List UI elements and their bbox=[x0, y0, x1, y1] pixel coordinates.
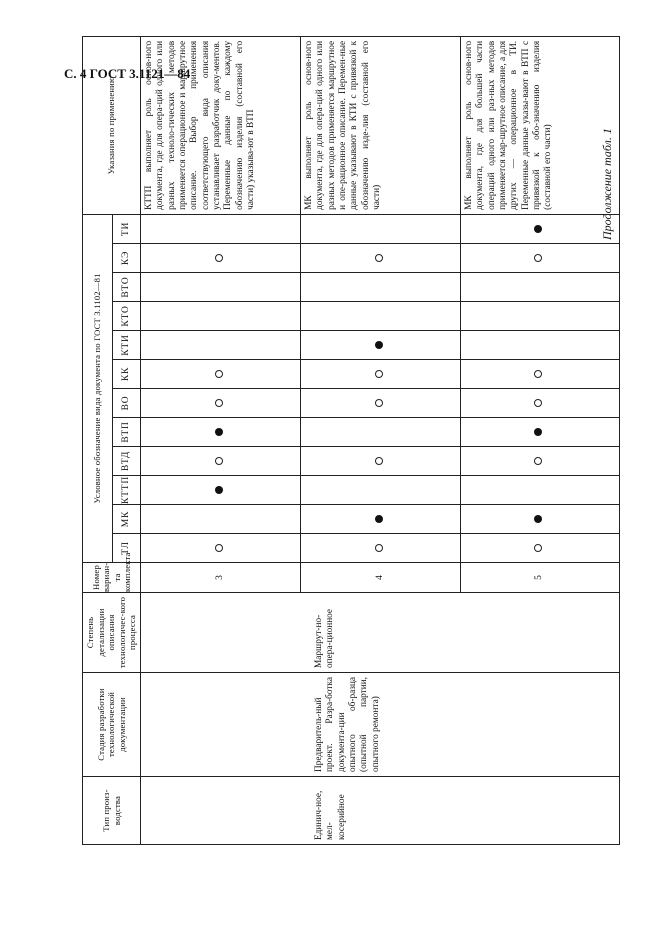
cell-detail bbox=[141, 593, 620, 673]
note-cell bbox=[301, 36, 461, 214]
table-row bbox=[141, 36, 301, 844]
page-header: С. 4 ГОСТ 3.1121—84 bbox=[64, 66, 191, 81]
table-body bbox=[141, 36, 620, 844]
mark-cell bbox=[301, 273, 461, 302]
mark-cell bbox=[141, 418, 301, 447]
doc-header: ВТО bbox=[113, 273, 141, 302]
header-detail: Степень детализации описания технологичес-кого процесса bbox=[83, 593, 141, 673]
open-circle-icon bbox=[534, 254, 542, 262]
mark-cell bbox=[141, 476, 301, 505]
open-circle-icon bbox=[534, 544, 542, 552]
open-circle-icon bbox=[534, 370, 542, 378]
filled-circle-icon bbox=[215, 486, 223, 494]
doc-header: КТО bbox=[113, 302, 141, 331]
mark-cell bbox=[301, 214, 461, 243]
mark-cell bbox=[461, 447, 620, 476]
open-circle-icon bbox=[215, 457, 223, 465]
mark-cell bbox=[461, 505, 620, 534]
mark-cell bbox=[301, 418, 461, 447]
type-text: Единич-ное, мел-косерийное bbox=[314, 790, 347, 840]
mark-cell bbox=[141, 273, 301, 302]
mark-cell bbox=[141, 244, 301, 273]
filled-circle-icon bbox=[534, 515, 542, 523]
open-circle-icon bbox=[215, 254, 223, 262]
mark-cell bbox=[461, 214, 620, 243]
doc-header: ТЛ bbox=[113, 534, 141, 563]
mark-cell bbox=[461, 244, 620, 273]
filled-circle-icon bbox=[375, 341, 383, 349]
doc-header: ВО bbox=[113, 389, 141, 418]
doc-header: ТИ bbox=[113, 214, 141, 243]
mark-cell bbox=[461, 273, 620, 302]
mark-cell bbox=[141, 302, 301, 331]
mark-cell bbox=[301, 360, 461, 389]
doc-header: ВТД bbox=[113, 447, 141, 476]
open-circle-icon bbox=[215, 544, 223, 552]
filled-circle-icon bbox=[534, 225, 542, 233]
open-circle-icon bbox=[375, 457, 383, 465]
mark-cell bbox=[461, 331, 620, 360]
open-circle-icon bbox=[534, 457, 542, 465]
mark-cell bbox=[301, 389, 461, 418]
mark-cell bbox=[301, 534, 461, 563]
open-circle-icon bbox=[215, 399, 223, 407]
mark-cell bbox=[301, 302, 461, 331]
doc-header: МК bbox=[113, 505, 141, 534]
mark-cell bbox=[141, 534, 301, 563]
mark-cell bbox=[301, 244, 461, 273]
filled-circle-icon bbox=[215, 428, 223, 436]
open-circle-icon bbox=[375, 544, 383, 552]
mark-cell bbox=[461, 389, 620, 418]
mark-cell bbox=[461, 302, 620, 331]
mark-cell bbox=[301, 476, 461, 505]
filled-circle-icon bbox=[534, 428, 542, 436]
mark-cell bbox=[141, 447, 301, 476]
open-circle-icon bbox=[215, 370, 223, 378]
mark-cell bbox=[301, 447, 461, 476]
doc-header: КЭ bbox=[113, 244, 141, 273]
documents-table bbox=[82, 36, 620, 845]
mark-cell bbox=[141, 360, 301, 389]
variant-number: 4 bbox=[301, 563, 461, 593]
note-text: МК выполняет роль основ-ного документа, где для опера-ций одного или разных методов применяется маршрутное и опе-рационное описание. Перемен-ные данные указывают в КТИ с привязкой к обозначению изде-лия (составной его части) bbox=[304, 40, 382, 210]
header-variant: Номер вариан-та комплекта bbox=[83, 563, 141, 593]
header-stage: Стадия разработки технологической документации bbox=[83, 673, 141, 777]
mark-cell bbox=[141, 389, 301, 418]
cell-stage bbox=[141, 673, 620, 777]
header-doc-group: Условное обозначение вида документа по ГОСТ 3.1102—81 bbox=[83, 214, 113, 562]
doc-header: КТТП bbox=[113, 476, 141, 505]
mark-cell bbox=[301, 331, 461, 360]
doc-header: КК bbox=[113, 360, 141, 389]
header-notes: Указания по применению bbox=[83, 36, 141, 214]
filled-circle-icon bbox=[375, 515, 383, 523]
mark-cell bbox=[461, 534, 620, 563]
cell-type bbox=[141, 777, 620, 845]
variant-number: 5 bbox=[461, 563, 620, 593]
mark-cell bbox=[461, 418, 620, 447]
note-text: КТТП выполняет роль основ-ного документа, где для опера-ций одного или разных техноло-гических методов применяется операционное и маршрутное описание. Выбор применения соответствующего вида описания устанавливает разработчик доку-ментов. Переменные данные по каждому обозначению изделия (составной его части) указыва-ют в ВТП bbox=[144, 40, 256, 210]
continuation-note: Продолжение табл. 1 bbox=[600, 128, 614, 240]
doc-header: КТИ bbox=[113, 331, 141, 360]
variant-number: 3 bbox=[141, 563, 301, 593]
detail-text: Маршрут-но-опера-ционное bbox=[314, 608, 336, 668]
doc-header: ВТП bbox=[113, 418, 141, 447]
mark-cell bbox=[461, 476, 620, 505]
note-text: МК выполняет роль основ-ного документа, где для большей части операций одного или раз-ных методов применяется мар-шрутное описание, а для других — операционное в ТИ. Переменные данные указы-вают в ВТП с привязкой к обо-значению изделия (составной его части) bbox=[464, 40, 554, 210]
stage-text: Предваритель-ный проект. Разра-ботка документа-ции опытного об-разца (опытной партии, опытного ремонта) bbox=[314, 677, 381, 772]
open-circle-icon bbox=[534, 399, 542, 407]
open-circle-icon bbox=[375, 370, 383, 378]
mark-cell bbox=[461, 360, 620, 389]
mark-cell bbox=[141, 214, 301, 243]
header-type: Тип произ-водства bbox=[83, 777, 141, 845]
note-cell bbox=[141, 36, 301, 214]
open-circle-icon bbox=[375, 254, 383, 262]
open-circle-icon bbox=[375, 399, 383, 407]
mark-cell bbox=[141, 505, 301, 534]
note-cell bbox=[461, 36, 620, 214]
mark-cell bbox=[301, 505, 461, 534]
mark-cell bbox=[141, 331, 301, 360]
